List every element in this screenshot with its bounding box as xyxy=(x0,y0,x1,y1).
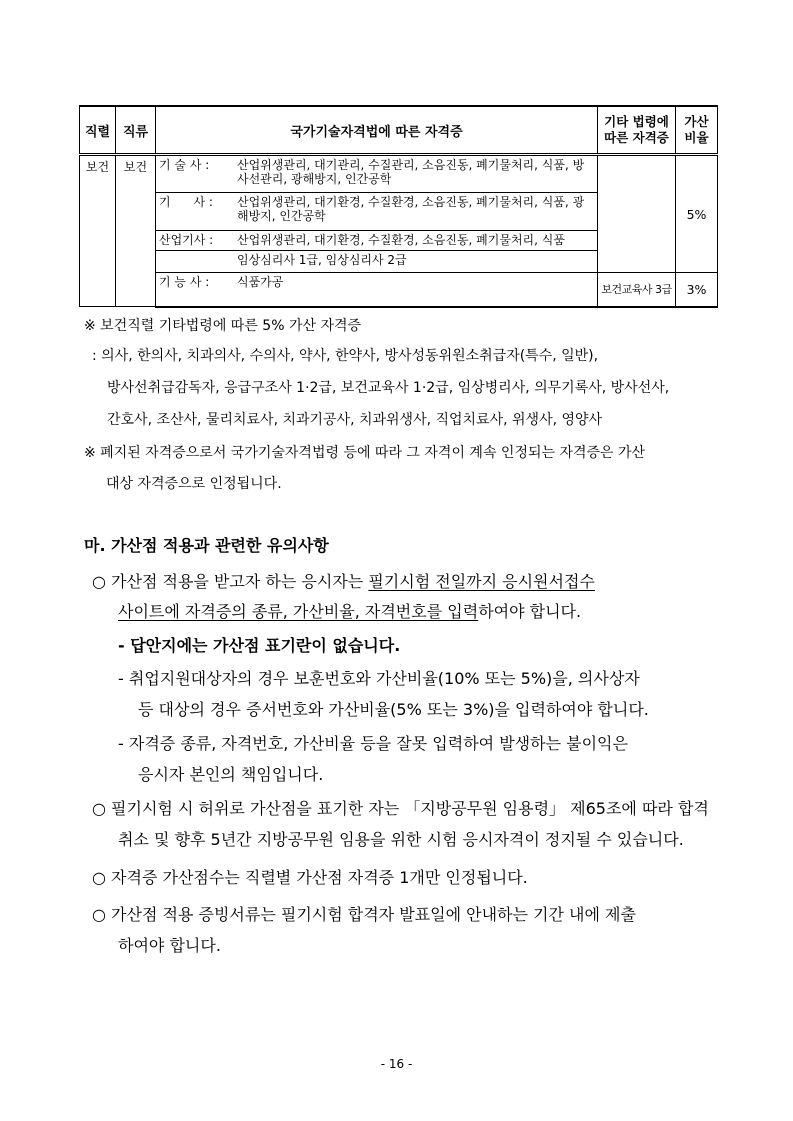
header-national-cert: 국가기술자격법에 따른 자격증 xyxy=(156,106,598,155)
row-professional-engineer: 기 술 사 : 산업위생관리, 대기관리, 수질관리, 소음진동, 폐기물처리, 식품, 방사선관리, 광해방지, 인간공학 xyxy=(156,155,598,193)
cell-rate-5: 5% xyxy=(676,155,718,273)
bullet-4-line-2: 하여야 합니다. xyxy=(118,936,221,955)
dash-error-line-1: - 자격증 종류, 자격번호, 가산비율 등을 잘못 입력하여 발생하는 불이익은 xyxy=(118,734,628,753)
dash-answer-sheet: - 답안지에는 가산점 표기란이 없습니다. xyxy=(118,636,401,655)
note-abolished-line-2: 대상 자격증으로 인정됩니다. xyxy=(106,476,282,492)
section-heading: 마. 가산점 적용과 관련한 유의사항 xyxy=(84,536,329,555)
header-rate: 가산 비율 xyxy=(676,106,718,155)
row-industrial-engineer: 산업기사 : 산업위생관리, 대기환경, 수질환경, 소음진동, 폐기물처리, 식품 xyxy=(156,231,598,251)
page-number: - 16 - xyxy=(380,1057,413,1071)
dash-error-line-2: 응시자 본인의 책임입니다. xyxy=(138,765,324,784)
bullet-2-line-2: 취소 및 향후 5년간 지방공무원 임용을 위한 시험 응시자격이 정지될 수 있습니다. xyxy=(118,830,684,849)
cell-other-cert: 보건교육사 3급 xyxy=(598,273,676,307)
bullet-2-line-1: ○ 필기시험 시 허위로 가산점을 표기한 자는 「지방공무원 임용령」 제65조에 따라 합격 xyxy=(92,799,709,818)
note-health-other-law: ※ 보건직렬 기타법령에 따른 5% 가산 자격증 xyxy=(84,318,362,334)
dash-veterans-line-1: - 취업지원대상자의 경우 보훈번호와 가산비율(10% 또는 5%)을, 의사상자 xyxy=(118,669,640,688)
note-abolished-line-1: ※ 폐지된 자격증으로서 국가기술자격법령 등에 따라 그 자격이 계속 인정되는 자격증은 가산 xyxy=(84,445,646,461)
bullet-4-line-1: ○ 가산점 적용 증빙서류는 필기시험 합격자 발표일에 안내하는 기간 내에 제출 xyxy=(92,905,636,924)
bullet-3: ○ 자격증 가산점수는 직렬별 가산점 자격증 1개만 인정됩니다. xyxy=(92,868,528,887)
cell-series: 보건 xyxy=(116,155,156,307)
cell-rank: 보건 xyxy=(80,155,116,307)
note-list-line-3: 간호사, 조산사, 물리치료사, 치과기공사, 치과위생사, 직업치료사, 위생사, 영양사 xyxy=(107,412,603,428)
note-list-line-2: 방사선취급감독자, 응급구조사 1·2급, 보건교육사 1·2급, 임상병리사, 의무기록사, 방사선사, xyxy=(107,380,670,396)
header-other-cert: 기타 법령에 따른 자격증 xyxy=(598,106,676,155)
row-engineer: 기 사 : 산업위생관리, 대기환경, 수질환경, 소음진동, 폐기물처리, 식품, 광해방지, 인간공학 xyxy=(156,193,598,231)
dash-veterans-line-2: 등 대상의 경우 증서번호와 가산비율(5% 또는 3%)을 입력하여야 합니다. xyxy=(138,700,649,719)
bullet-1-line-1: ○ 가산점 적용을 받고자 하는 응시자는 필기시험 전일까지 응시원서접수 xyxy=(92,572,595,591)
cell-other-empty xyxy=(598,155,676,273)
cell-rate-3: 3% xyxy=(676,273,718,307)
note-list-line-1: : 의사, 한의사, 치과의사, 수의사, 약사, 한약사, 방사성동위원소취급자(특수, 일반), xyxy=(92,348,599,364)
header-rank: 직렬 xyxy=(80,106,116,155)
bullet-1-line-2: 사이트에 자격증의 종류, 가산비율, 자격번호를 입력하여야 합니다. xyxy=(118,602,582,621)
row-clinical-psychologist: 임상심리사 1급, 임상심리사 2급 xyxy=(156,251,598,273)
row-craftsman: 기 능 사 : 식품가공 xyxy=(156,273,598,307)
header-series: 직류 xyxy=(116,106,156,155)
qualification-table xyxy=(79,105,718,308)
